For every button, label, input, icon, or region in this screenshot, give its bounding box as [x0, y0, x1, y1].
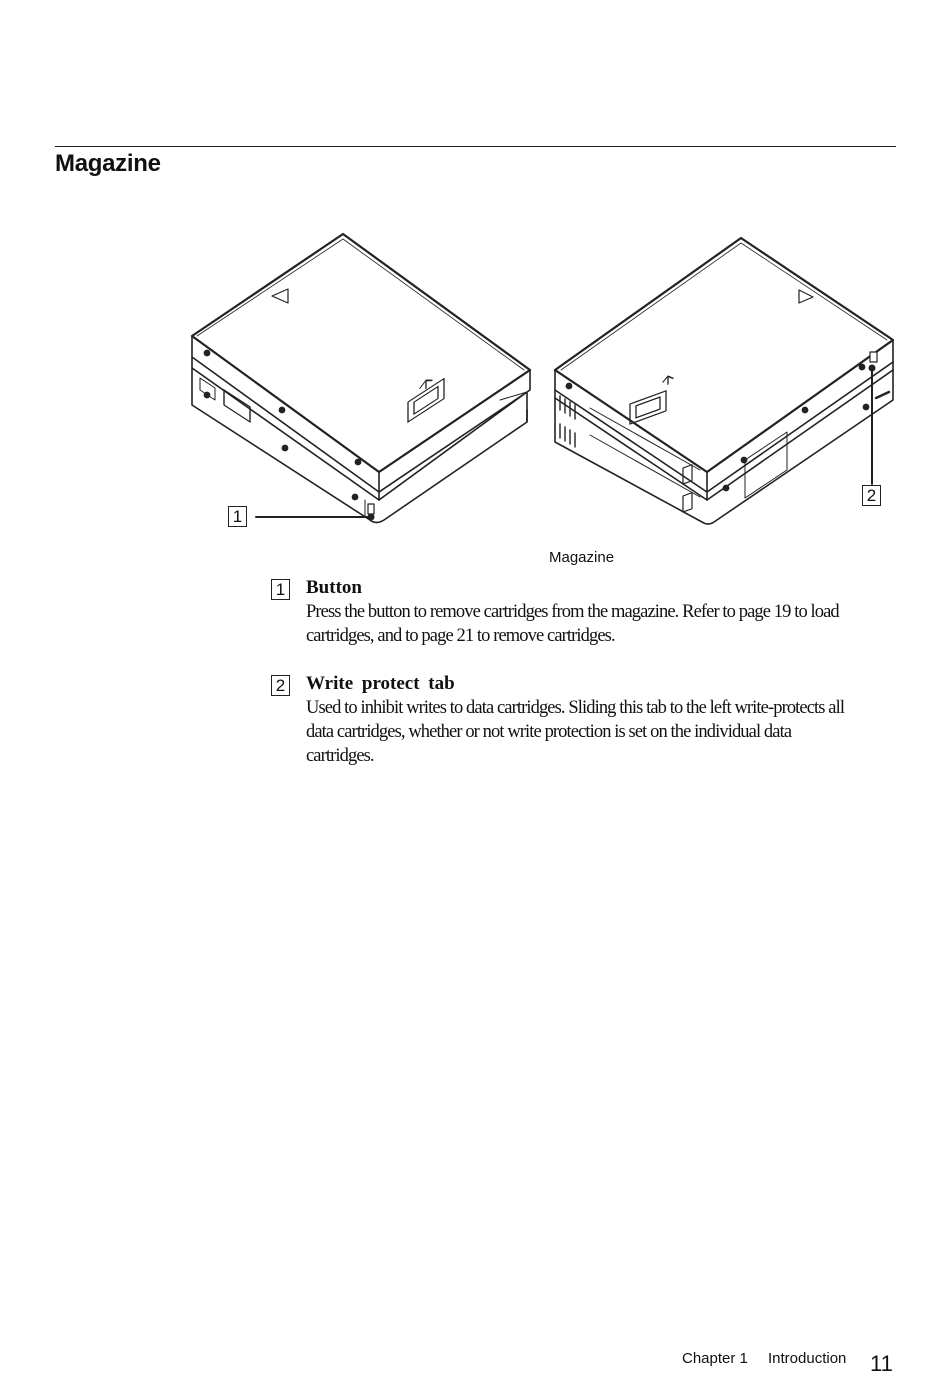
magazine-illustration	[0, 0, 950, 560]
figure-caption: Magazine	[549, 549, 615, 566]
footer-chapter-title: Introduction	[768, 1350, 847, 1367]
magazine-left-view	[192, 234, 530, 523]
section-heading: Magazine	[55, 150, 161, 177]
item-description: Used to inhibit writes to data cartridges. Sliding this tab to the left write-protects all data cartridges, whether or not write protection is set on the individual data cartridges.	[306, 698, 845, 766]
write-protect-symbol-left	[408, 369, 444, 422]
item-number: 2	[271, 675, 290, 696]
magazine-right-view	[555, 238, 893, 524]
item-title: Write protect tab	[306, 673, 455, 694]
footer-chapter: Chapter 1	[682, 1350, 748, 1367]
callout-1-box: 1	[228, 506, 247, 527]
page-number: 11	[870, 1351, 893, 1376]
callout-2-box: 2	[862, 485, 881, 506]
item-title: Button	[306, 577, 362, 598]
item-number: 1	[271, 579, 290, 600]
item-description: Press the button to remove cartridges from the magazine. Refer to page 19 to load cartridges, and to page 21 to remove cartridges.	[306, 602, 839, 646]
write-protect-symbol-right	[630, 374, 673, 424]
